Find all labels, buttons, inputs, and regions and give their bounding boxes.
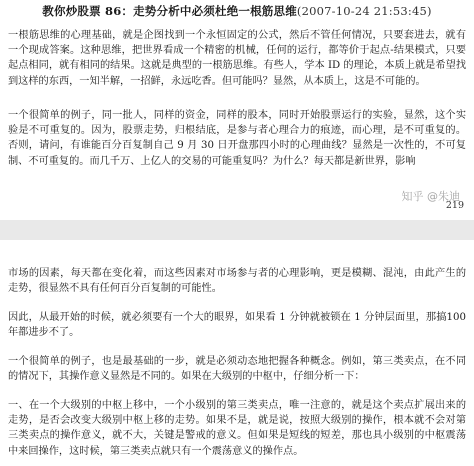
text-line: 因此，从最开始的时候，就必须要有一个大的眼界，如果看 1 分钟就被锁在 1 分钟层面里，那搞 [8, 312, 447, 323]
text-line: 一个很简单的例子，也是最基础的一步，就是必须动态地把握各种概念。例如，第三类卖点，在不 [8, 356, 456, 367]
paragraph-market-factors [8, 266, 466, 296]
text-line: 同的情况下，其操作意义显然是不同的。如果在大级别的中枢中，仔细分析一下： [8, 356, 466, 383]
text-line: 是希望找到这样的东西，一知半解，一招鲜，永远吃香。但可能吗？显然，从本质上，这是不可能 [8, 60, 467, 87]
paragraph-vision [8, 310, 466, 340]
document-page-top [0, 0, 474, 220]
watermark-text: 知乎 @朱迪 [401, 190, 460, 203]
text-line: 一、在一个大级别的中枢上移中，一个小级别的第三类卖点，唯一注意的，就是这个卖点扩展出来 [8, 400, 456, 411]
paragraph-case-one [8, 398, 466, 459]
text-line: 的。 [405, 75, 426, 87]
text-line: 市场的因素，每天都在变化着，而这些因素对市场参与者的心理影响，更是模糊、混沌，由此产生 [8, 268, 456, 279]
text-line: 实验是不可重复的。因为，股票走势，归根结底，是参与者心理合力的痕迹，而心理，是不可重复 [8, 110, 466, 137]
text-line: 的走势，是否会改变大级别中枢上移的走势。如果不是，就是说，按照大级别的操作，根本就不会 [8, 400, 466, 427]
text-line: 有一个现成答案。这种思维，把世界看成一个精密的机械，任何的运行，都等价于起点-结果模式， [8, 30, 466, 57]
text-line: 的走势，很显然不具有任何百分百复制的可能性。 [8, 268, 466, 295]
page-number: 219 [445, 200, 464, 211]
text-line: 对第三类卖点的操作意义，就不大，关键是警戒的意义。但如果是短线的短差，那也具小级别的中枢 [8, 415, 467, 442]
article-title [0, 3, 474, 19]
document-page-bottom [0, 240, 474, 466]
article-title-text: 教你炒股票 86：走势分析中必须杜绝一根筋思维 [42, 4, 297, 18]
page-gap [0, 220, 474, 240]
paragraph-third-sell-point [8, 354, 466, 384]
text-line: 的。否则，请问，有谁能百分百复制自己 9 月 30 日开盘那四小时的心理曲线？显然是一次性的， [8, 125, 467, 152]
text-line: 只要起点相同，就有相同的结果。这就是典型的一根筋思维。有些人，学本 ID 的理论，本质上就 [8, 45, 466, 72]
article-timestamp: (2007-10-24 21:53:45) [296, 4, 432, 18]
text-line: 100 年都进步不了。 [8, 312, 466, 339]
paragraph-one-track-thinking [8, 28, 466, 89]
text-line: 一根筋思维的心理基础，就是企图找到一个永恒固定的公式，然后不管任何情况，只要套进去，就 [8, 30, 456, 41]
text-line: 不可复制、不可重复的。而几千万、上亿人的交易的可能重复吗？为什么？每天都是新世界，影响 [8, 140, 466, 167]
text-line: 一个很简单的例子，同一批人，同样的资金，同样的股本，同时开始股票运行的实验，显然，这个 [8, 110, 456, 121]
text-line: 震荡中来回操作，这时候，第三类卖点就只有一个震荡意义的操作点。 [8, 430, 467, 457]
paragraph-example [8, 108, 466, 169]
